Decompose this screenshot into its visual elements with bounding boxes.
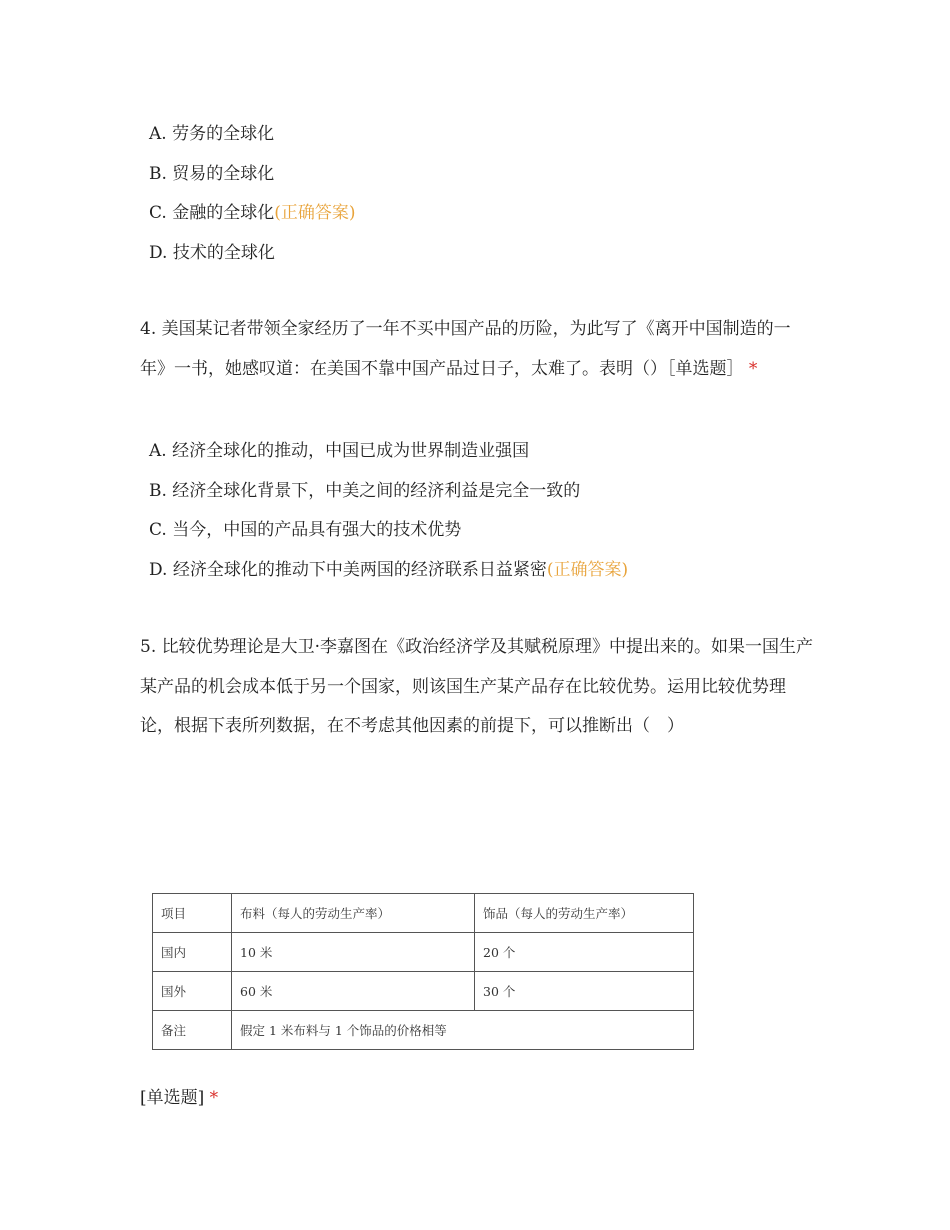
q5-data-table xyxy=(152,893,694,1050)
q4-option-d[interactable]: D. 经济全球化的推动下中美两国的经济联系日益紧密(正确答案) xyxy=(149,560,629,580)
correct-answer-tag: (正确答案) xyxy=(546,560,629,580)
table-row xyxy=(153,933,694,972)
required-mark: * xyxy=(209,1088,219,1108)
table-cell: 30 个 xyxy=(475,972,694,1011)
table-cell: 布料（每人的劳动生产率） xyxy=(232,894,475,933)
q3-option-c[interactable]: C. 金融的全球化(正确答案) xyxy=(149,203,356,223)
q3-option-b[interactable]: B. 贸易的全球化 xyxy=(149,164,275,184)
table-cell: 假定 1 米布料与 1 个饰品的价格相等 xyxy=(232,1011,694,1050)
required-mark: * xyxy=(748,358,758,379)
q4-option-a[interactable]: A. 经济全球化的推动，中国已成为世界制造业强国 xyxy=(149,441,530,461)
table-cell: 项目 xyxy=(153,894,232,933)
q3-option-d[interactable]: D. 技术的全球化 xyxy=(149,243,275,263)
q3-option-a[interactable]: A. 劳务的全球化 xyxy=(149,124,275,144)
q4-option-c[interactable]: C. 当今，中国的产品具有强大的技术优势 xyxy=(149,520,462,540)
table-cell: 60 米 xyxy=(232,972,475,1011)
table-cell: 备注 xyxy=(153,1011,232,1050)
table-header-row xyxy=(153,894,694,933)
q5-stem: 5. 比较优势理论是大卫·李嘉图在《政治经济学及其赋税原理》中提出来的。如果一国生产某产品的机会成本低于另一个国家，则该国生产某产品存在比较优势。运用比较优势理论，根据下表所列数据，在不考虑其他因素的前提下，可以推断出（ ） xyxy=(140,637,814,736)
table-note-row xyxy=(153,1011,694,1050)
correct-answer-tag: (正确答案) xyxy=(274,203,356,223)
q4-stem: 4. 美国某记者带领全家经历了一年不买中国产品的历险，为此写了《离开中国制造的一年》一书，她感叹道：在美国不靠中国产品过日子，太难了。表明（）［单选题］ * xyxy=(140,319,791,379)
table-cell: 饰品（每人的劳动生产率） xyxy=(475,894,694,933)
q4-option-b[interactable]: B. 经济全球化背景下，中美之间的经济利益是完全一致的 xyxy=(149,481,581,501)
table-cell: 国内 xyxy=(153,933,232,972)
table-cell: 20 个 xyxy=(475,933,694,972)
table-cell: 国外 xyxy=(153,972,232,1011)
table-cell: 10 米 xyxy=(232,933,475,972)
table-row xyxy=(153,972,694,1011)
q5-type-label: [单选题] * xyxy=(140,1088,219,1108)
